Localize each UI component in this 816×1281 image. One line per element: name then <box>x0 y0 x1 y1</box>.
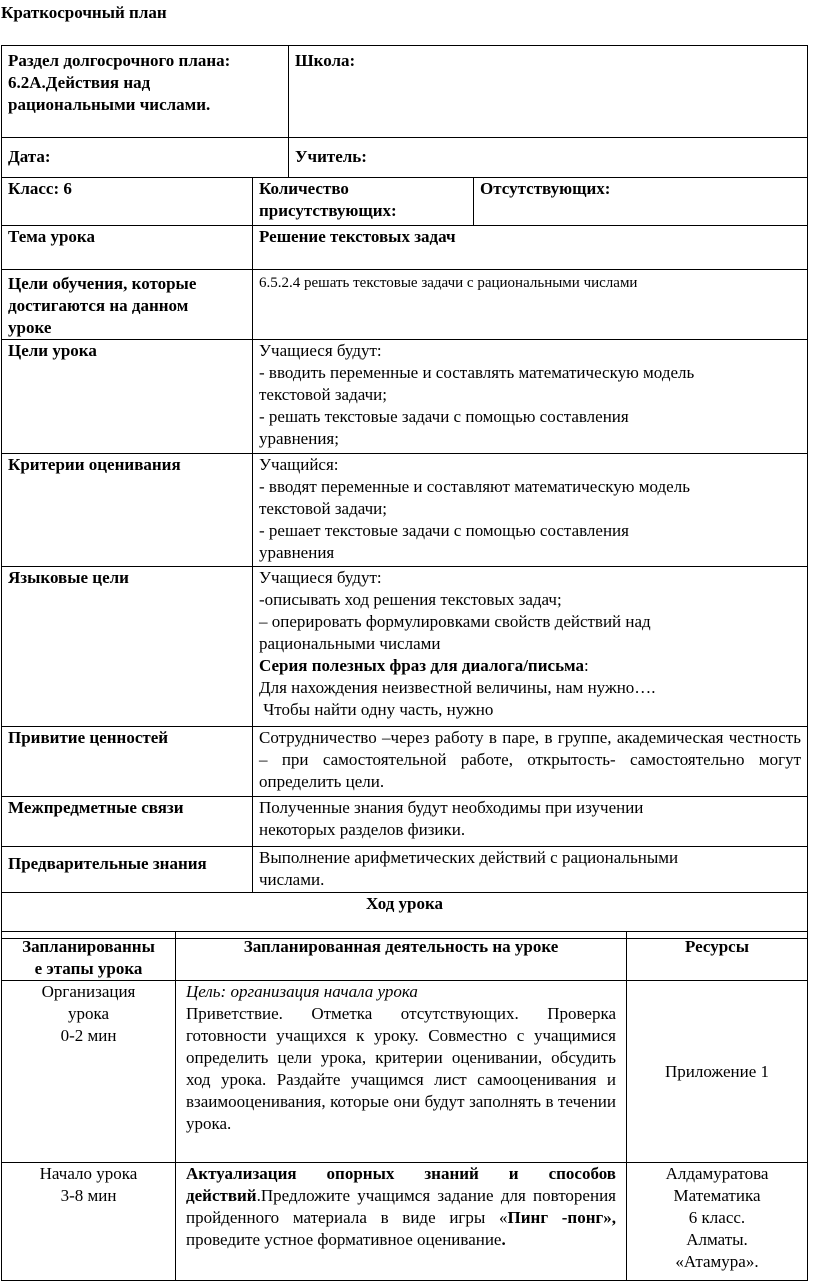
cross-line: некоторых разделов физики. <box>259 820 466 839</box>
criteria-line: - вводят переменные и составляют математическую модель <box>259 477 690 496</box>
header-table <box>1 45 808 178</box>
objectives-label: Цели обучения, которые <box>8 274 197 293</box>
stage2-activity-cell <box>176 1163 627 1281</box>
date-label: Дата: <box>8 147 51 166</box>
col-resources-label: Ресурсы <box>684 937 749 956</box>
info-table <box>1 177 808 939</box>
language-label-cell <box>2 567 253 727</box>
criteria-label-cell <box>2 454 253 567</box>
stage1-name: Организация <box>41 982 136 1001</box>
stage2-resource-line: 6 класс. <box>688 1208 746 1227</box>
stage2-resource-cell <box>627 1163 808 1281</box>
criteria-line: уравнения <box>259 543 335 562</box>
lesson-goals-line: - решать текстовые задачи с помощью составления <box>259 407 629 426</box>
present-label: Количество <box>259 179 349 198</box>
cross-label-cell <box>2 797 253 847</box>
stage1-resource: Приложение 1 <box>665 1061 769 1081</box>
section-value-2: рациональными числами. <box>8 95 211 114</box>
stage1-name-cell <box>2 981 176 1163</box>
stage1-time: 0-2 мин <box>60 1026 117 1045</box>
language-line: Учащиеся будут: <box>259 568 382 587</box>
objectives-label-3: уроке <box>8 318 52 337</box>
cross-line: Полученные знания будут необходимы при изучении <box>259 798 644 817</box>
language-label: Языковые цели <box>8 568 129 587</box>
stage2-time: 3-8 мин <box>60 1186 117 1205</box>
col-stages-label-2: е этапы урока <box>34 959 143 978</box>
lesson-goals-label-cell <box>2 340 253 454</box>
stage1-name-2: урока <box>67 1004 110 1023</box>
col-activity-label: Запланированная деятельность на уроке <box>243 937 559 956</box>
topic-label-cell <box>2 226 253 270</box>
teacher-cell <box>289 138 808 178</box>
stage2-resource-line: Математика <box>673 1186 761 1205</box>
section-cell <box>2 46 289 138</box>
criteria-line: Учащийся: <box>259 455 339 474</box>
topic-value-cell <box>253 226 808 270</box>
prior-label: Предварительные знания <box>8 854 207 873</box>
language-phrase: Чтобы найти одну часть, нужно <box>259 700 494 719</box>
lesson-goals-line: - вводить переменные и составлять математическую модель <box>259 363 695 382</box>
stage2-bold-intro: Актуализация опорных знаний и способов действий <box>186 1164 616 1205</box>
objectives-value-cell <box>253 270 808 340</box>
lesson-goals-line: текстовой задачи; <box>259 385 387 404</box>
lesson-goals-line: уравнения; <box>259 429 339 448</box>
language-cell <box>253 567 808 727</box>
objectives-value: 6.5.2.4 решать текстовые задачи с рациональными числами <box>259 275 638 291</box>
stage2-game: Пинг -понг», <box>507 1208 616 1227</box>
language-line: -описывать ход решения текстовых задач; <box>259 590 562 609</box>
section-label: Раздел долгосрочного плана: <box>8 51 231 70</box>
stage2-text-end: . <box>501 1230 506 1249</box>
values-label: Привитие ценностей <box>8 728 169 747</box>
col-resources-header <box>627 932 808 981</box>
date-cell <box>2 138 289 178</box>
school-cell <box>289 46 808 138</box>
course-table <box>1 931 808 1281</box>
cross-label: Межпредметные связи <box>8 798 184 817</box>
criteria-label: Критерии оценивания <box>8 455 181 474</box>
language-line: – оперировать формулировками свойств действий над <box>259 612 651 631</box>
language-phrase-heading <box>259 655 801 677</box>
topic-value: Решение текстовых задач <box>259 227 456 246</box>
prior-cell <box>253 847 808 893</box>
stage2-resource-line: «Атамура». <box>675 1252 759 1271</box>
stage2-name-cell <box>2 1163 176 1281</box>
col-stages-header <box>2 932 176 981</box>
lesson-goals-line: Учащиеся будут: <box>259 341 382 360</box>
page-title: Краткосрочный план <box>1 3 167 22</box>
col-activity-header <box>176 932 627 981</box>
absent-label: Отсутствующих: <box>480 179 611 198</box>
objectives-label-cell <box>2 270 253 340</box>
stage1-goal: Цель: организация начала урока <box>186 982 418 1001</box>
values-label-cell <box>2 727 253 797</box>
stage2-resource-line: Алдамуратова <box>665 1164 769 1183</box>
language-phrase-colon: : <box>584 656 589 675</box>
language-phrase-bold: Серия полезных фраз для диалога/письма <box>259 656 585 675</box>
prior-label-cell <box>2 847 253 893</box>
values-text: Сотрудничество –через работу в паре, в группе, академическая честность – при самостоятельной работе, открытость- самостоятельно могут определить цели. <box>259 728 801 791</box>
stage1-activity-cell <box>176 981 627 1163</box>
objectives-label-2: достигаются на данном <box>8 296 189 315</box>
prior-line: числами. <box>259 870 325 889</box>
topic-label: Тема урока <box>8 227 95 246</box>
cross-cell <box>253 797 808 847</box>
stage1-resource-cell <box>627 981 808 1163</box>
class-cell <box>2 178 253 226</box>
absent-cell <box>474 178 808 226</box>
course-heading: Ход урока <box>365 894 444 913</box>
language-line: рациональными числами <box>259 634 441 653</box>
stage2-text: .Предложите учащимся задание для повторения пройденного материала в виде игры « <box>186 1186 616 1227</box>
teacher-label: Учитель: <box>295 147 367 166</box>
lesson-goals-label: Цели урока <box>8 341 97 360</box>
stage2-name: Начало урока <box>39 1164 138 1183</box>
criteria-cell <box>253 454 808 567</box>
col-stages-label: Запланированны <box>22 937 155 956</box>
section-value: 6.2А.Действия над <box>8 73 151 92</box>
stage2-text-2: проведите устное формативное оценивание <box>186 1230 502 1249</box>
present-label-2: присутствующих: <box>259 201 397 220</box>
language-phrase: Для нахождения неизвестной величины, нам нужно…. <box>259 678 656 697</box>
class-label: Класс: 6 <box>8 179 72 198</box>
criteria-line: текстовой задачи; <box>259 499 387 518</box>
prior-line: Выполнение арифметических действий с рациональными <box>259 848 679 867</box>
school-label: Школа: <box>295 51 356 70</box>
values-cell <box>253 727 808 797</box>
lesson-goals-cell <box>253 340 808 454</box>
present-cell <box>253 178 474 226</box>
criteria-line: - решает текстовые задачи с помощью составления <box>259 521 629 540</box>
stage2-resource-line: Алматы. <box>686 1230 748 1249</box>
stage1-text: Приветствие. Отметка отсутствующих. Проверка готовности учащихся к уроку. Совместно с учащимися определить цели урока, критерии оценивании, обсудить ход урока. Раздайте учащимся лист самооценивания и взаимооценивания, которые они будут заполнять в течении урока. <box>186 1004 616 1133</box>
